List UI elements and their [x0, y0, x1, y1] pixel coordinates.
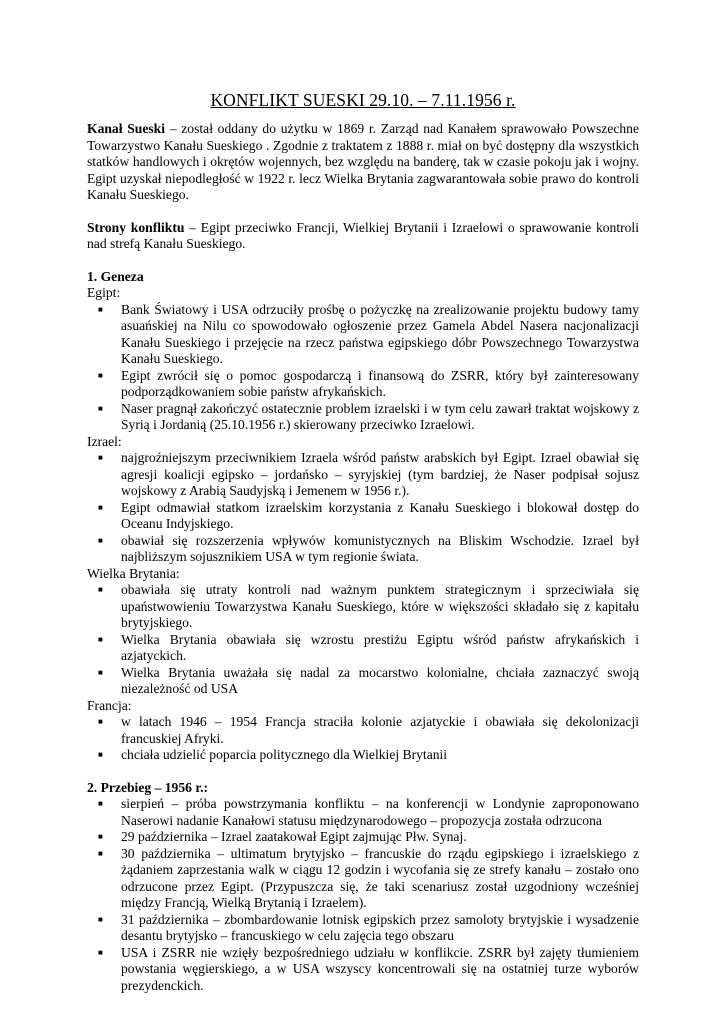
list-item — [87, 632, 639, 665]
section-heading-genesis: 1. Geneza — [87, 268, 144, 284]
bullet-icon: ■ — [98, 304, 103, 314]
bullet-icon: ■ — [98, 403, 103, 413]
list-item — [87, 533, 639, 566]
group-label: Izrael: — [87, 433, 122, 449]
document-body — [87, 121, 639, 994]
genesis-groups — [87, 285, 639, 764]
intro-term: Kanał Sueski — [87, 121, 166, 136]
group-label: Wielka Brytania: — [87, 565, 180, 581]
group-list — [87, 582, 639, 698]
list-item-text: w latach 1946 – 1954 Francja straciła kolonie azjatyckie i obawiała się dekolonizacji francuskiej Afryki. — [121, 714, 639, 746]
bullet-icon: ■ — [98, 502, 103, 512]
bullet-icon: ■ — [98, 832, 103, 841]
list-item-text: najgroźniejszym przeciwnikiem Izraela wśród państw arabskich był Egipt. Izrael obawiał się agresji koalicji egipsko – jordańsko – syryjskiej (tym bardziej, że Naser podpisał sojusz wojskowy z Arabią Saudyjską i Jemenem w 1956 r.). — [121, 450, 639, 498]
list-item-text: Egipt odmawiał statkom izraelskim korzystania z Kanału Sueskiego i blokował dostęp do Oceanu Indyjskiego. — [121, 499, 639, 531]
list-item-text: 31 października – zbombardowanie lotnisk egipskich przez samoloty brytyjskie i wysadzenie desantu brytyjsko – francuskiego w celu zajęcia tego obszaru — [121, 911, 639, 943]
list-item-text: obawiał się rozszerzenia wpływów komunistycznych na Bliskim Wschodzie. Izrael był najbliższym sojusznikiem USA w tym regionie świata. — [121, 532, 639, 564]
list-item — [87, 401, 639, 434]
bullet-icon: ■ — [98, 453, 103, 462]
list-item — [87, 846, 639, 912]
document-title: KONFLIKT SUESKI 29.10. – 7.11.1956 r. — [210, 90, 516, 110]
intro-paragraph — [87, 121, 639, 204]
list-item — [87, 582, 639, 632]
bullet-icon: ■ — [98, 667, 103, 677]
list-item — [87, 829, 639, 846]
bullet-icon: ■ — [98, 750, 103, 759]
group-label: Francja: — [87, 697, 132, 713]
list-item — [87, 796, 639, 829]
list-item — [87, 665, 639, 698]
bullet-icon: ■ — [98, 717, 103, 726]
sides-text: – Egipt przeciwko Francji, Wielkiej Brytanii i Izraelowi o sprawowanie kontroli nad strefą Kanału Sueskiego. — [87, 219, 639, 251]
sides-term: Strony konfliktu — [87, 219, 185, 235]
group-label: Egipt: — [87, 285, 121, 300]
list-item-text: Naser pragnął zakończyć ostatecznie problem izraelski i w tym celu zawarł traktat wojskowy z Syrią i Jordanią (25.10.1956 r.) skierowany przeciwko Izraelowi. — [121, 400, 639, 432]
list-item — [87, 747, 639, 764]
list-item — [87, 945, 639, 995]
group-list — [87, 714, 639, 764]
list-item-text: chciała udzielić poparcia politycznego dla Wielkiej Brytanii — [121, 747, 448, 762]
section-heading-course: 2. Przebieg – 1956 r.: — [87, 779, 209, 795]
bullet-icon: ■ — [98, 914, 103, 924]
group-list — [87, 302, 639, 434]
list-item-text: 30 października – ultimatum brytyjsko – francuskie do rządu egipskiego i izraelskiego z żądaniem zaprzestania walk w ciągu 12 godzin i wycofania się ze strefy kanału – zostało ono odrzucone przez Egipt. (Przypuszcza się, że taki scenariusz został uzgodniony wcześniej między Francją, Wielką Brytanią i Izraelem). — [121, 845, 639, 910]
bullet-icon: ■ — [98, 634, 103, 644]
list-item-text: sierpień – próba powstrzymania konfliktu – na konferencji w Londynie zaproponowano Naserowi nadanie Kanałowi statusu międzynarodowego – propozycja została odrzucona — [121, 796, 639, 828]
list-item-text: Wielka Brytania uważała się nadal za mocarstwo kolonialne, chciała zaznaczyć swoją niezależność od USA — [121, 664, 639, 696]
list-item — [87, 302, 639, 368]
list-item — [87, 368, 639, 401]
bullet-icon: ■ — [98, 370, 103, 380]
bullet-icon: ■ — [98, 848, 103, 858]
list-item-text: Egipt zwrócił się o pomoc gospodarczą i finansową do ZSRR, który był zainteresowany podporządkowaniem sobie państw afrykańskich. — [121, 367, 639, 399]
list-item-text: USA i ZSRR nie wzięły bezpośredniego udziału w konflikcie. ZSRR był zajęty tłumieniem powstania węgierskiego, a w USA wszyscy koncentrowali się na ostatniej turze wyborów prezydenckich. — [121, 944, 639, 993]
list-item-text: Wielka Brytania obawiała się wzrostu prestiżu Egiptu wśród państw afrykańskich i azjatyckich. — [121, 631, 639, 663]
list-item — [87, 912, 639, 945]
sides-paragraph — [87, 220, 639, 253]
bullet-icon: ■ — [98, 947, 103, 957]
list-item — [87, 714, 639, 747]
intro-text: – został oddany do użytku w 1869 r. Zarząd nad Kanałem sprawowało Powszechne Towarzystwo Kanału Sueskiego . Zgodnie z traktatem z 1888 r. miał on być dostępny dla wszystkich statków handlowych i okrętów wojennych, bez względu na banderę, tak w czasie pokoju jak i wojny. Egipt uzyskał niepodległość w 1922 r. lecz Wielka Brytania zagwarantowała sobie prawo do kontroli Kanału Sueskiego. — [87, 121, 639, 202]
list-item — [87, 500, 639, 533]
list-item-text: Bank Światowy i USA odrzuciły prośbę o pożyczkę na zrealizowanie projektu budowy tamy asuańskiej na Nilu co spowodowało ogłoszenie przez Gamela Abdel Nasera nacjonalizacji Kanału Sueskiego i przejęcie na rzecz państwa egipskiego dóbr Powszechnego Towarzystwa Kanału Sueskiego. — [121, 301, 639, 366]
list-item-text: 29 października – Izrael zaatakował Egipt zajmując Płw. Synaj. — [121, 829, 467, 844]
group-list — [87, 450, 639, 566]
course-list — [87, 796, 639, 994]
bullet-icon: ■ — [98, 535, 103, 545]
list-item-text: obawiała się utraty kontroli nad ważnym punktem strategicznym i sprzeciwiała się upaństwowieniu Towarzystwa Kanału Sueskiego, które w większości składało się z kapitału brytyjskiego. — [121, 582, 639, 630]
list-item — [87, 450, 639, 500]
bullet-icon: ■ — [98, 799, 103, 808]
bullet-icon: ■ — [98, 585, 103, 594]
